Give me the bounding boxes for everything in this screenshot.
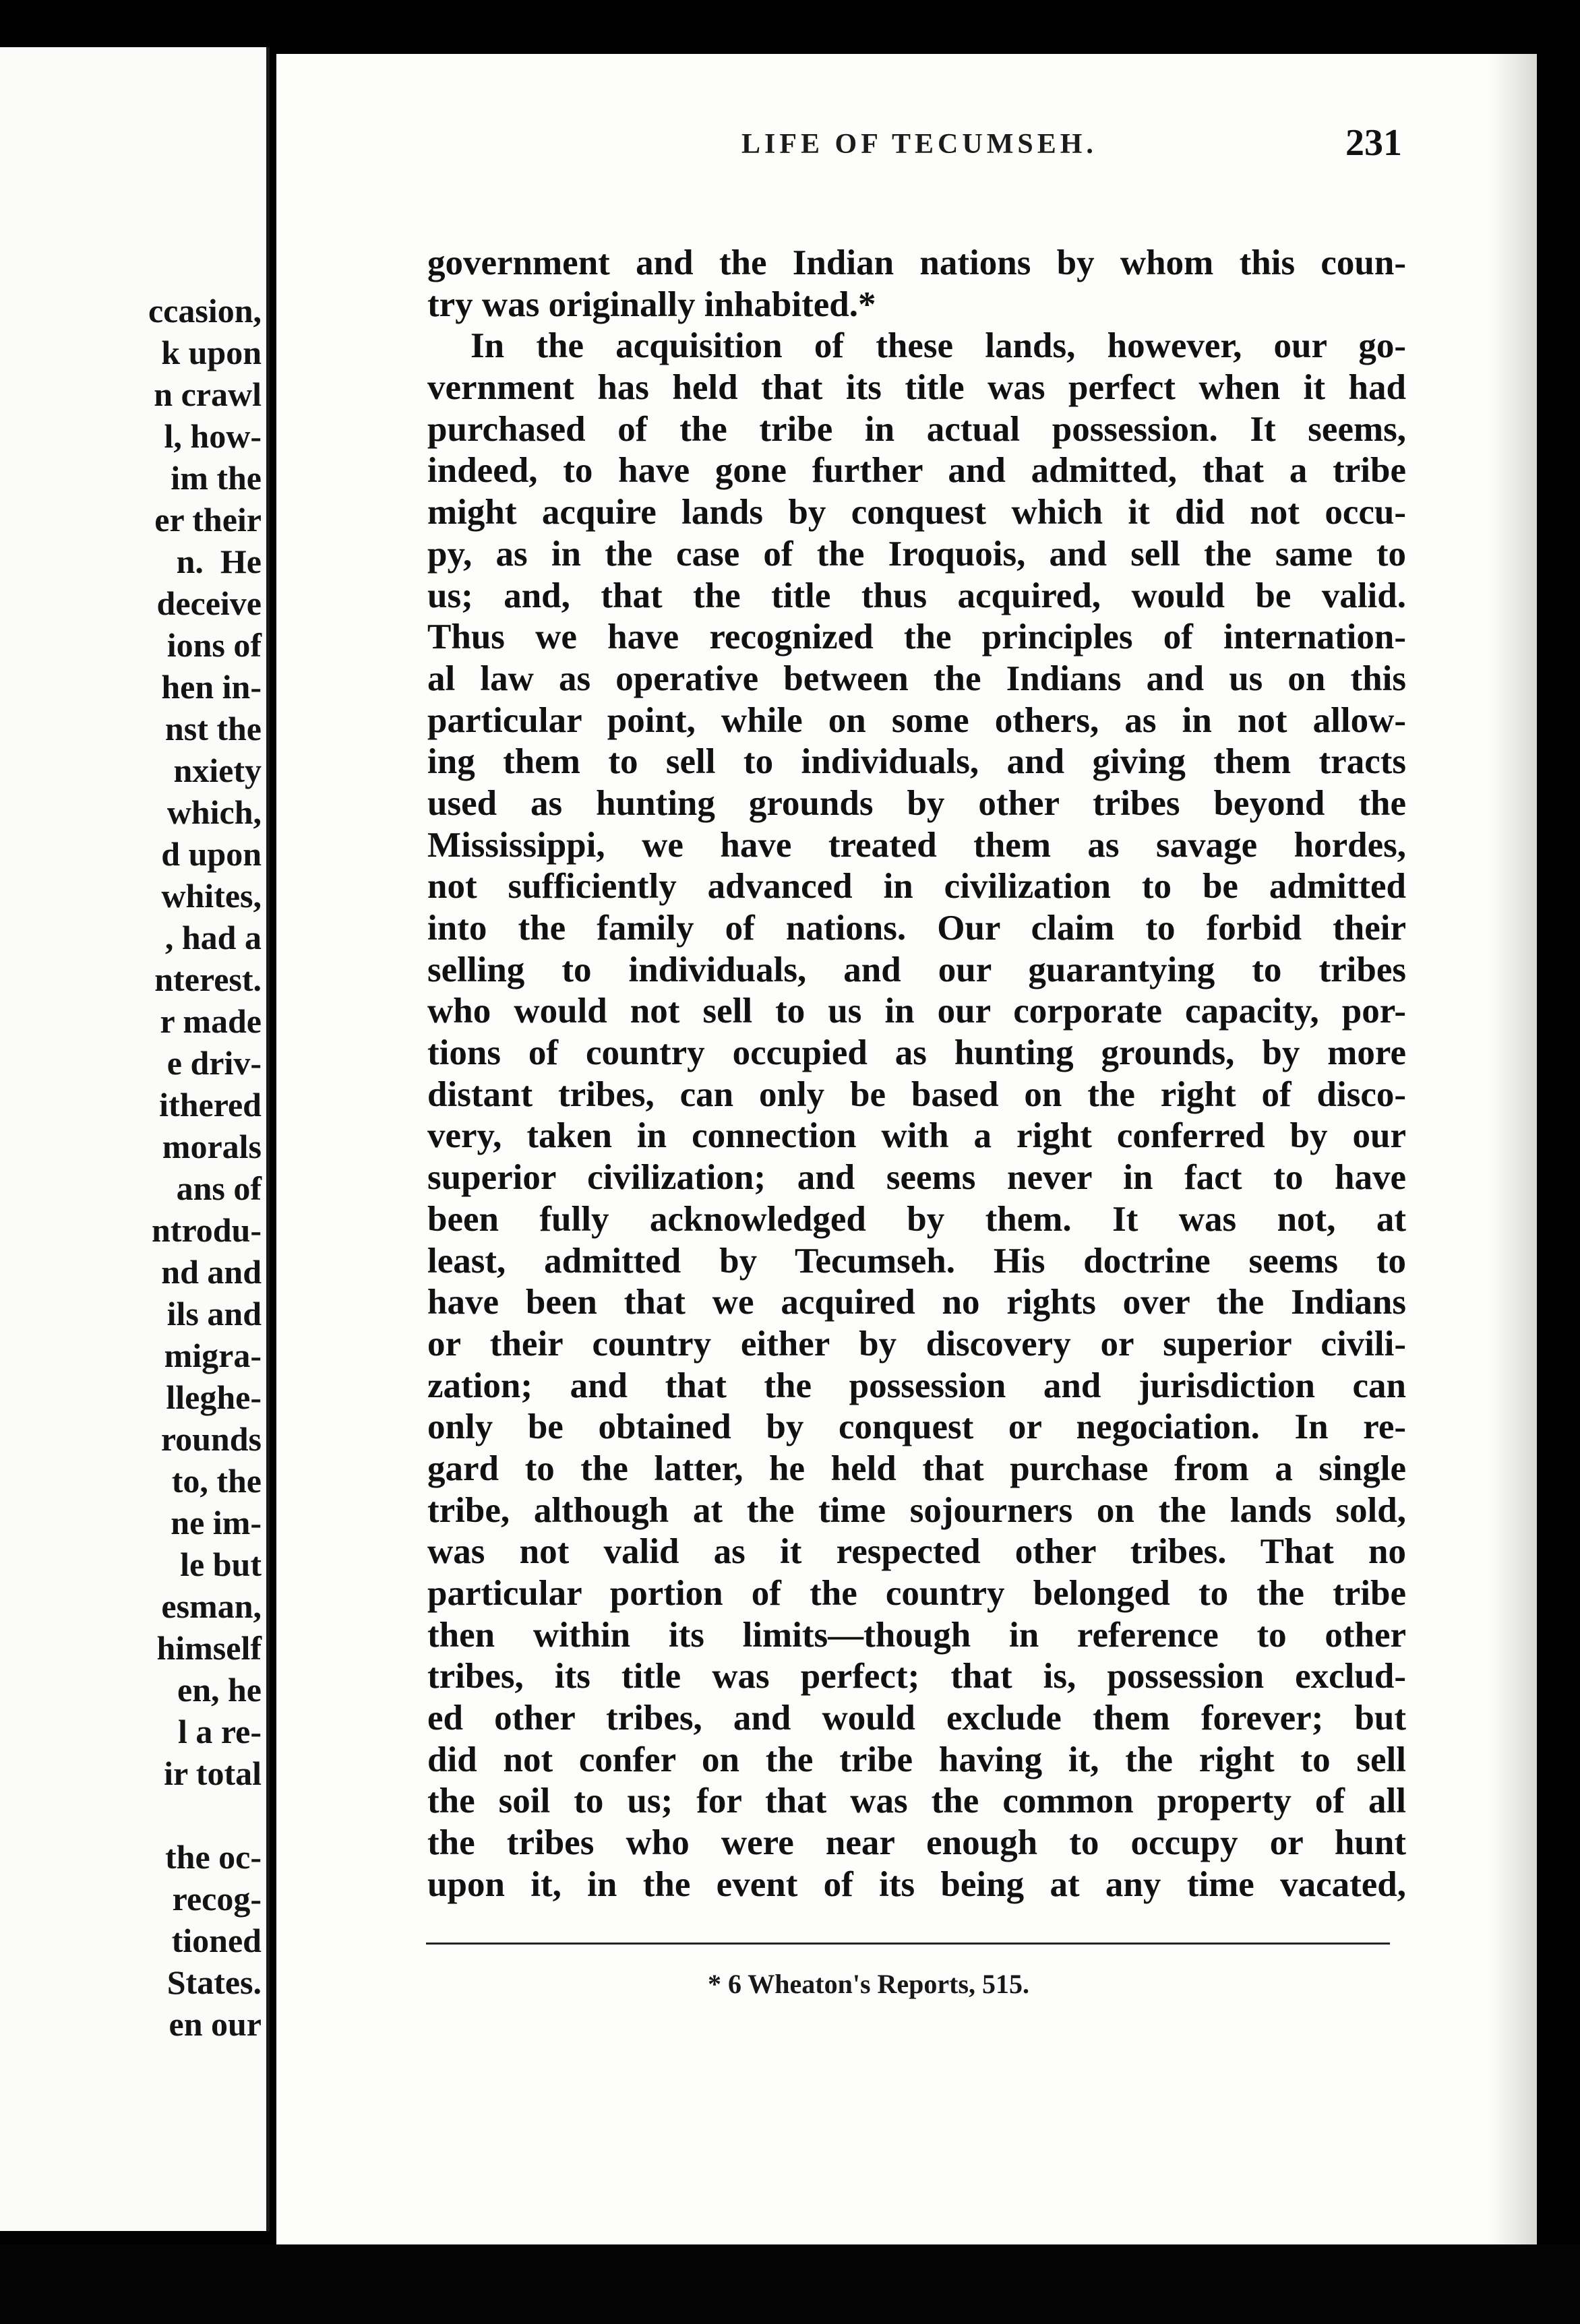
previous-page-text (148, 290, 262, 2045)
body-line: zation; and that the possession and jurisdiction can (427, 1366, 1406, 1405)
body-line: government and the Indian nations by whom this coun- (427, 243, 1406, 282)
scan-bottom-border (0, 2244, 1580, 2324)
previous-page-line: e driv- (166, 1044, 262, 1082)
previous-page-line: deceive (156, 584, 262, 622)
body-line: In the acquisition of these lands, however, our go- (470, 326, 1406, 366)
previous-page-line: ithered (159, 1086, 262, 1124)
running-title: LIFE OF TECUMSEH. (741, 129, 1097, 160)
previous-page-line: hen in- (161, 668, 262, 706)
body-line: ed other tribes, and would exclude them forever; but (427, 1699, 1406, 1738)
previous-page-line: nst the (164, 710, 262, 747)
body-line: superior civilization; and seems never in fact to have (427, 1158, 1406, 1198)
body-line: purchased of the tribe in actual possession. It seems, (427, 409, 1406, 449)
previous-page-line: le but (180, 1546, 262, 1583)
body-line: us; and, that the title thus acquired, would be valid. (427, 576, 1406, 615)
body-line: indeed, to have gone further and admitted, that a tribe (427, 451, 1406, 491)
previous-page-edge (0, 47, 270, 2231)
body-line: who would not sell to us in our corporate capacity, por- (427, 991, 1406, 1031)
previous-page-line: ir total (164, 1754, 262, 1792)
body-line: ing them to sell to individuals, and giving them tracts (427, 742, 1406, 782)
previous-page-line: n. He (176, 543, 262, 580)
previous-page-line: nd and (161, 1253, 262, 1291)
body-line: tions of country occupied as hunting grounds, by more (427, 1033, 1406, 1073)
previous-page-line: l, how- (164, 417, 262, 455)
previous-page-line: the oc- (165, 1838, 262, 1876)
previous-page-line: ans of (176, 1169, 262, 1207)
previous-page-line: ccasion, (148, 292, 262, 330)
body-line: particular portion of the country belonged to the tribe (427, 1574, 1406, 1613)
body-line: then within its limits—though in reference to other (427, 1615, 1406, 1655)
page-edge-shadow (1490, 54, 1537, 2244)
previous-page-line: r made (160, 1002, 262, 1040)
body-line: particular point, while on some others, as in not allow- (427, 700, 1406, 740)
body-line: try was originally inhabited.* (427, 284, 876, 324)
body-line: not sufficiently advanced in civilization to be admitted (427, 867, 1406, 907)
previous-page-line: n crawl (154, 375, 262, 413)
body-line: py, as in the case of the Iroquois, and sell the same to (427, 534, 1406, 574)
previous-page-line: to, the (171, 1462, 262, 1500)
previous-page-line: im the (171, 459, 262, 497)
previous-page-line: migra- (164, 1337, 262, 1374)
body-line: Mississippi, we have treated them as savage hordes, (427, 825, 1406, 865)
previous-page-line: rounds (160, 1420, 262, 1458)
body-line: distant tribes, can only be based on the right of disco- (427, 1074, 1406, 1114)
body-text (427, 243, 1406, 1906)
previous-page-line: ions of (166, 626, 262, 664)
footnote-rule (426, 1943, 1390, 1945)
running-head (425, 122, 1409, 175)
body-line: did not confer on the tribe having it, the right to sell (427, 1740, 1406, 1779)
previous-page-line: ils and (166, 1295, 262, 1333)
previous-page-line: nxiety (173, 752, 262, 789)
previous-page-line: en our (169, 2005, 262, 2043)
body-line: upon it, in the event of its being at any time vacated, (427, 1864, 1406, 1904)
previous-page-line (148, 1794, 262, 1836)
previous-page-line: tioned (171, 1922, 262, 1959)
body-line: vernment has held that its title was perfect when it had (427, 368, 1406, 408)
body-line: very, taken in connection with a right conferred by our (427, 1116, 1406, 1156)
previous-page-line: l a re- (177, 1713, 262, 1750)
body-line: gard to the latter, he held that purchase from a single (427, 1448, 1406, 1488)
previous-page-line: ne im- (171, 1504, 262, 1541)
body-line: only be obtained by conquest or negociation. In re- (427, 1407, 1406, 1447)
body-line: selling to individuals, and our guarantying to tribes (427, 950, 1406, 989)
previous-page-line: States. (166, 1963, 262, 2001)
previous-page-line: nterest. (154, 960, 262, 998)
body-line: the soil to us; for that was the common property of all (427, 1781, 1406, 1821)
previous-page-line: esman, (161, 1587, 262, 1625)
previous-page-line: morals (162, 1128, 262, 1165)
body-line: tribe, although at the time sojourners on the lands sold, (427, 1490, 1406, 1530)
body-line: Thus we have recognized the principles of internation- (427, 617, 1406, 657)
body-line: al law as operative between the Indians and us on this (427, 659, 1406, 698)
body-line: have been that we acquired no rights over the Indians (427, 1283, 1406, 1322)
footnote: * 6 Wheaton's Reports, 515. (708, 1969, 1030, 1999)
previous-page-line: en, he (177, 1671, 262, 1709)
body-line: into the family of nations. Our claim to forbid their (427, 909, 1406, 948)
body-line: been fully acknowledged by them. It was not, at (427, 1199, 1406, 1239)
body-line: the tribes who were near enough to occupy or hunt (427, 1823, 1406, 1863)
previous-page-line: lleghe- (166, 1378, 262, 1416)
body-line: tribes, its title was perfect; that is, possession exclud- (427, 1657, 1406, 1696)
previous-page-line: er their (154, 501, 262, 539)
previous-page-line: whites, (161, 877, 262, 915)
previous-page-line: recog- (172, 1880, 262, 1918)
body-line: was not valid as it respected other tribes. That no (427, 1532, 1406, 1572)
page-number: 231 (1345, 122, 1402, 164)
body-line: least, admitted by Tecumseh. His doctrine seems to (427, 1241, 1406, 1281)
previous-page-line: which, (166, 793, 262, 831)
book-spine (266, 47, 270, 2231)
previous-page-line: k upon (161, 334, 262, 371)
previous-page-line: ntrodu- (151, 1211, 262, 1249)
body-line: might acquire lands by conquest which it did not occu- (427, 493, 1406, 532)
body-line: or their country either by discovery or superior civili- (427, 1324, 1406, 1364)
previous-page-line: , had a (164, 919, 262, 956)
body-line: used as hunting grounds by other tribes beyond the (427, 783, 1406, 823)
previous-page-line: d upon (161, 835, 262, 873)
previous-page-line: himself (156, 1629, 262, 1667)
